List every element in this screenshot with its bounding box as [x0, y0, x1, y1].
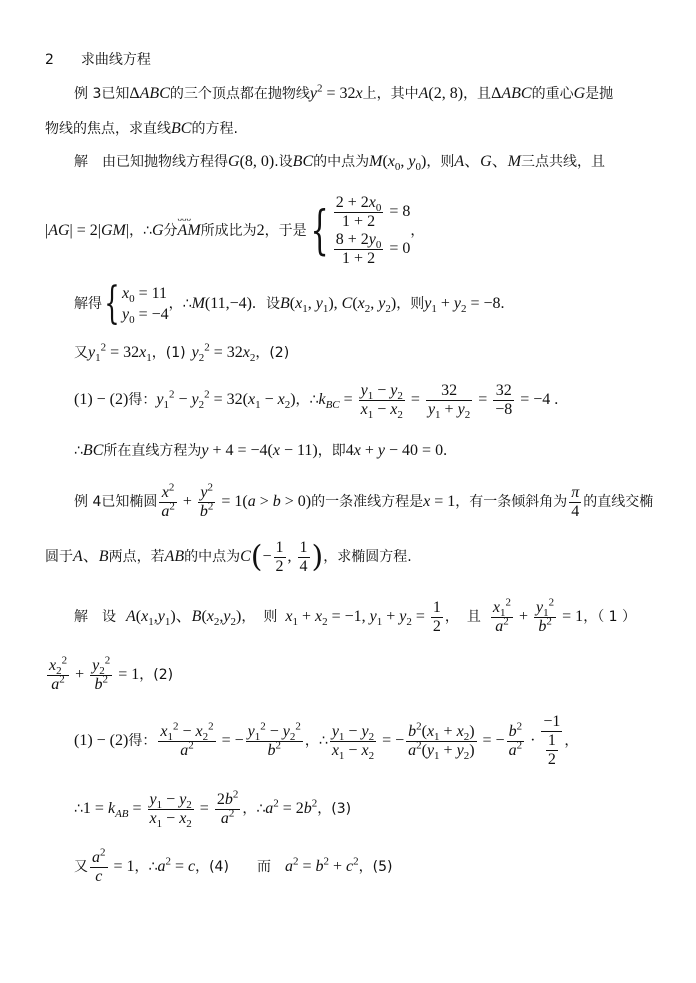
ex3-solution-line4: 又$y_1^2 = 32x_1$，(1) $y_2^2 = 32x_2$，(2)	[74, 341, 290, 365]
ex4-stem-line2: 圆于A、B两点，若AB的中点为C(− $\frac{1}{2}$ , $\frac{1}{4}$ )，求椭圆方程.	[45, 538, 412, 575]
section-number: 2	[45, 52, 54, 68]
ex3-solution-line1: 解 由已知抛物线方程得G(8, 0).设BC的中点为$M(x_0$, $y_0$)，则A、G、M三点共线，且	[74, 153, 606, 174]
ex3-stem-line1: 例 3已知ΔABC的三个顶点都在抛物线$y^2 = 32x$上，其中A(2, 8)，且ΔABC的重心G是抛	[74, 82, 614, 102]
section-heading	[45, 50, 151, 70]
ex4-solution-line3: (1) − (2)得： $\frac{x_1^2 - x_2^2}{a^2}$ = − $\frac{y_1^2 - y_2^2}{b^2}$ ，∴ $\frac{y_1 - y_2}{x_1 - x_2}$ = − $\frac{b^2(x_1 + x_2)}{a^2(y_1 + y_2)}$ = − $\frac{b^2}{a^2}$ · $\frac{-1}{\frac{1}{2}}$ ，	[74, 713, 579, 769]
ex4-solution-line4: ∴1 = $k_{AB}$ = $\frac{y_1 - y_2}{x_1 - x_2}$ = $\frac{2b^2}{a^2}$ ，$\therefore a^2 = 2b^2$，(3)	[74, 788, 352, 831]
section-title: 求曲线方程	[80, 52, 151, 68]
ex3-solution-line5: (1) − (2)得：$y_1^2 - y_2^2 = 32(x_1 - x_2)$，$\therefore k_{BC}$ = $\frac{y_1 - y_2}{x_1 - x_2}$ = $\frac{32}{y_1 + y_2}$ = $\frac{32}{-8}$ = −4 .	[74, 381, 559, 422]
ex3-solution-line2: |AG| = 2|GM|，∴G分AM ᴗᴗᴗ 所成比为2，于是{ $\frac{2 + 2x_0}{1 + 2}$ = 8 $\frac{8 + 2y_0}{1 + 2}$ = 0 ，	[45, 194, 425, 267]
ex4-solution-line5: 又 $\frac{a^2}{c}$ = 1，$\therefore a^2 = c$，(4) 而 $a^2 = b^2 + c^2$，(5)	[74, 846, 393, 885]
ex4-solution-line1: 解 设 $A(x_1,y_1)$、$B(x_2,y_2)$， 则 $x_1 + x_2 = -1$, $y_1 + y_2$ = $\frac{1}{2}$ ， 且 $\frac{x_1^2}{a^2}$ + $\frac{y_1^2}{b^2}$ = 1，（ 1 ）	[74, 596, 636, 635]
ex3-solution-line3: 解得{ $x_0 = 11$ $y_0 = -4$ ，∴M(11,−4). 设$B(x_1$, $y_1$), $C(x_2$, $y_2$)，则$y_1 + y_2 = -8$.	[74, 278, 505, 329]
ex3-solution-line6: ∴BC所在直线方程为y + 4 = −4(x − 11)，即4x + y − 40 = 0.	[74, 442, 448, 459]
ex3-stem-line2: 物线的焦点，求直线BC的方程.	[45, 120, 238, 137]
ex4-solution-line2: $\frac{x_2^2}{a^2}$ + $\frac{y_2^2}{b^2}$ = 1，(2)	[49, 654, 174, 693]
ex4-stem-line1: 例 4已知椭圆 $\frac{x^2}{a^2}$ + $\frac{y^2}{b^2}$ = 1(a > b > 0)的一条准线方程是x = 1，有一条倾斜角为 $\frac{\pi}{4}$ 的直线交椭	[74, 481, 654, 520]
